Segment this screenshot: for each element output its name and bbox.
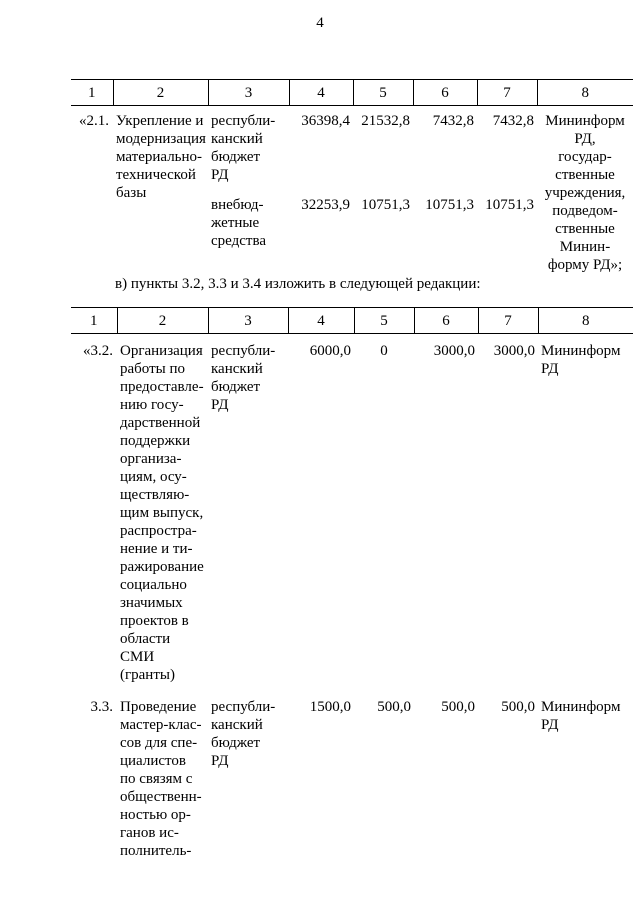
text-line: Укрепление и xyxy=(116,113,204,129)
column-header: 6 xyxy=(413,80,477,106)
text-line: РД xyxy=(211,397,229,413)
text-line: ганов ис- xyxy=(120,825,179,841)
amendment-paragraph: в) пункты 3.2, 3.3 и 3.4 изложить в следующей редакции: xyxy=(115,276,481,292)
text-line: области xyxy=(120,631,171,647)
table-row xyxy=(71,106,633,275)
text-line: материально- xyxy=(116,149,203,165)
amount-value: 500,0 xyxy=(501,699,535,715)
amount-value: 0 xyxy=(380,343,388,359)
text-line: республи- xyxy=(211,113,276,129)
text-line: организа- xyxy=(120,451,182,467)
table-header-row xyxy=(71,308,633,334)
table-row xyxy=(71,684,633,860)
text-line: РД xyxy=(211,753,229,769)
text-line: Организация xyxy=(120,343,203,359)
text-line: щим выпуск, xyxy=(120,505,204,521)
amount-value: 3000,0 xyxy=(493,343,535,359)
text-line: ностью ор- xyxy=(120,807,191,823)
amount-cell xyxy=(413,106,477,275)
column-header: 5 xyxy=(353,80,413,106)
amount-value: 36398,4 xyxy=(301,113,350,129)
column-header: 3 xyxy=(208,308,288,334)
item-number: «2.1. xyxy=(79,113,109,129)
text-line: ществляю- xyxy=(120,487,190,503)
text-line: форму РД»; xyxy=(547,257,623,273)
text-line: Мининформ xyxy=(541,699,621,715)
executor xyxy=(537,106,633,275)
text-line: циалистов xyxy=(120,753,186,769)
column-header: 2 xyxy=(113,80,208,106)
text-line: республи- xyxy=(211,699,276,715)
text-line: полнитель- xyxy=(120,843,192,859)
column-header: 2 xyxy=(117,308,208,334)
text-line: распростра- xyxy=(120,523,197,539)
amount-value: 32253,9 xyxy=(301,197,350,213)
item-number: 3.3. xyxy=(90,699,113,715)
text-line: Проведение xyxy=(120,699,197,715)
text-line: бюджет xyxy=(211,149,261,165)
program-table-continued xyxy=(71,79,633,274)
text-line: циям, осу- xyxy=(120,469,187,485)
text-line: технической xyxy=(116,167,196,183)
amount-value: 500,0 xyxy=(377,699,411,715)
amount-value: 1500,0 xyxy=(309,699,351,715)
item-number: «3.2. xyxy=(83,343,113,359)
item-name xyxy=(117,334,208,685)
text-line: внебюд- xyxy=(211,197,264,213)
text-line: подведом- xyxy=(552,203,618,219)
amount-value: 10751,3 xyxy=(485,197,534,213)
text-line: РД xyxy=(541,361,559,377)
column-header: 4 xyxy=(288,308,354,334)
item-name xyxy=(113,106,208,275)
funding-sources xyxy=(208,106,289,275)
text-line: нение и ти- xyxy=(120,541,193,557)
text-line: средства xyxy=(211,233,267,249)
amount-value: 3000,0 xyxy=(433,343,475,359)
text-line: ственные xyxy=(555,167,615,183)
column-header: 4 xyxy=(289,80,353,106)
text-line: по связям с xyxy=(120,771,193,787)
column-header: 7 xyxy=(478,308,538,334)
amount-value: 500,0 xyxy=(441,699,475,715)
text-line: канский xyxy=(211,717,263,733)
text-line: СМИ xyxy=(120,649,155,665)
text-line: (гранты) xyxy=(120,667,175,683)
text-line: поддержки xyxy=(120,433,191,449)
text-line: республи- xyxy=(211,343,276,359)
text-line: Минин- xyxy=(559,239,611,255)
executor xyxy=(538,684,633,860)
column-header: 7 xyxy=(477,80,537,106)
text-line: канский xyxy=(211,131,263,147)
text-line: проектов в xyxy=(120,613,189,629)
text-line: бюджет xyxy=(211,379,261,395)
column-header: 6 xyxy=(414,308,478,334)
text-line: жетные xyxy=(211,215,260,231)
table-row xyxy=(71,334,633,685)
text-line: значимых xyxy=(120,595,183,611)
amount-value: 21532,8 xyxy=(361,113,410,129)
column-header: 1 xyxy=(71,308,117,334)
text-line: канский xyxy=(211,361,263,377)
text-line: социально xyxy=(120,577,187,593)
column-header: 3 xyxy=(208,80,289,106)
text-line: нию госу- xyxy=(120,397,184,413)
text-line: государ- xyxy=(558,149,612,165)
text-line: предоставле- xyxy=(120,379,204,395)
text-line: Мининформ xyxy=(541,343,621,359)
amount-value: 10751,3 xyxy=(425,197,474,213)
text-line: модернизация xyxy=(116,131,206,147)
column-header: 1 xyxy=(71,80,113,106)
item-name xyxy=(117,684,208,860)
text-line: мастер-клас- xyxy=(120,717,202,733)
column-header: 5 xyxy=(354,308,414,334)
funding-source xyxy=(208,334,288,685)
program-table-new xyxy=(71,307,633,860)
amount-value: 7432,8 xyxy=(492,113,534,129)
text-line: учреждения, xyxy=(544,185,626,201)
text-line: дарственной xyxy=(120,415,201,431)
funding-source xyxy=(208,684,288,860)
column-header: 8 xyxy=(538,308,633,334)
amount-cell xyxy=(477,106,537,275)
amount-value: 6000,0 xyxy=(309,343,351,359)
text-line: РД, xyxy=(574,131,596,147)
text-line: бюджет xyxy=(211,735,261,751)
page-number: 4 xyxy=(316,15,324,31)
text-line: сов для спе- xyxy=(120,735,198,751)
text-line: работы по xyxy=(120,361,186,377)
table-header-row xyxy=(71,80,633,106)
amount-value: 10751,3 xyxy=(361,197,410,213)
text-line: РД xyxy=(541,717,559,733)
amount-cell xyxy=(353,106,413,275)
text-line: ственные xyxy=(555,221,615,237)
text-line: РД xyxy=(211,167,229,183)
text-line: базы xyxy=(116,185,147,201)
executor xyxy=(538,334,633,685)
column-header: 8 xyxy=(537,80,633,106)
text-line: Мининформ xyxy=(545,113,625,129)
text-line: ражирование xyxy=(120,559,204,575)
text-line: общественн- xyxy=(120,789,202,805)
amount-value: 7432,8 xyxy=(432,113,474,129)
amount-cell xyxy=(289,106,353,275)
